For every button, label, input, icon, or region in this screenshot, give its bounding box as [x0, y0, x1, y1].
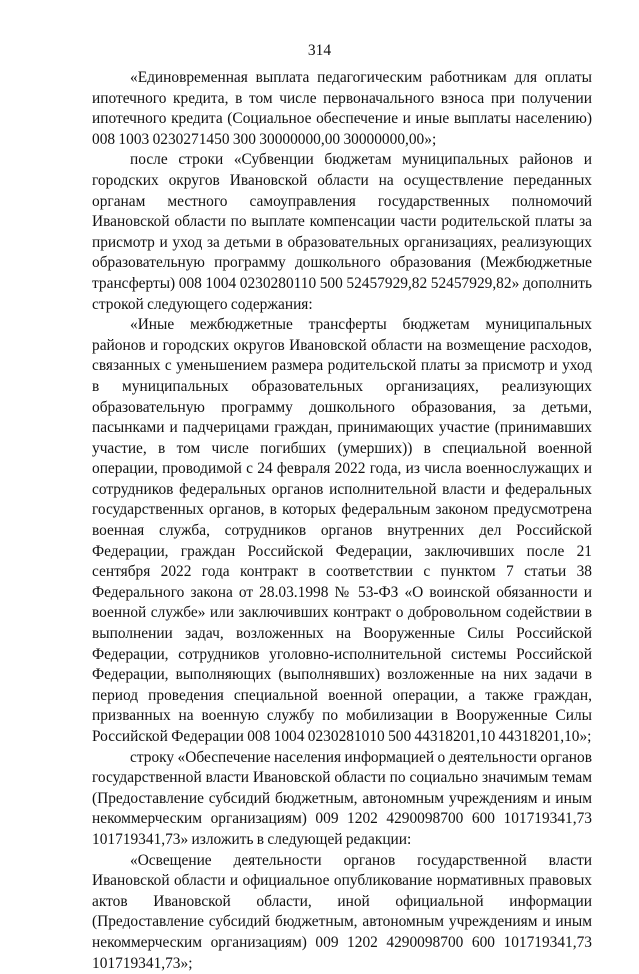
paragraph-insert-after-subventions: после строки «Субвенции бюджетам муниципальных районов и городских округов Ивановской области на осуществление переданных органам местного самоуправления государственных полномочий Ивановской области по выплате компенсации части родительской платы за присмотр и уход за детьми в образовательных организациях, реализующих образовательную программу дошкольного образования (Межбюджетные трансферты) 008 1004 0230280110 500 52457929,82 52457929,82» дополнить строкой следующего содержания: [92, 151, 592, 313]
page-number: 314 [307, 42, 332, 59]
paragraph-lump-sum-payment: «Единовременная выплата педагогическим работникам для оплаты ипотечного кредита, в том числе первоначального взноса при получении ипотечного кредита (Социальное обеспечение и иные выплаты населению) 008 1003 0230271450 300 30000000,00 30000000,00»; [92, 69, 592, 148]
paragraph-replace-line: строку «Обеспечение населения информацией о деятельности органов государственной власти Ивановской области по социально значимым темам (Предоставление субсидий бюджетным, автономным учреждениям и иным некоммерческим организациям) 009 1202 4290098700 600 101719341,73 101719341,73» изложить в следующей редакции: [92, 748, 592, 848]
paragraph-other-transfers: «Иные межбюджетные трансферты бюджетам муниципальных районов и городских округов Ивановской области на возмещение расходов, связанных с уменьшением размера родительской платы за присмотр и уход в муниципальных образовательных организациях, реализующих образовательную программу дошкольного образования, за детьми, пасынками и падчерицами граждан, принимающих участие (принимавших участие, в том числе погибших (умерших)) в специальной военной операции, проводимой с 24 февраля 2022 года, из числа военнослужащих и сотрудников федеральных органов исполнительной власти и федеральных государственных органов, в которых федеральным законом предусмотрена военная служба, сотрудников органов внутренних дел Российской Федерации, граждан Российской Федерации, заключивших после 21 сентября 2022 года контракт в соответствии с пунктом 7 статьи 38 Федерального закона от 28.03.1998 № 53-ФЗ «О воинской обязанности и военной службе» или заключивших контракт о добровольном содействии в выполнении задач, возложенных на Вооруженные Силы Российской Федерации, сотрудников уголовно-исполнительной системы Российской Федерации, выполняющих (выполнявших) возложенные на них задачи в период проведения специальной военной операции, а также граждан, призванных на военную службу по мобилизации в Вооруженные Силы Российской Федерации 008 1004 0230281010 500 44318201,10 44318201,10»; [92, 316, 592, 745]
document-body [92, 68, 592, 974]
paragraph-new-wording: «Освещение деятельности органов государственной власти Ивановской области и официальное опубликование нормативных правовых актов Ивановской области, иной официальной информации (Предоставление субсидий бюджетным, автономным учреждениям и иным некоммерческим организациям) 009 1202 4290098700 600 101719341,73 101719341,73»; [92, 851, 592, 972]
